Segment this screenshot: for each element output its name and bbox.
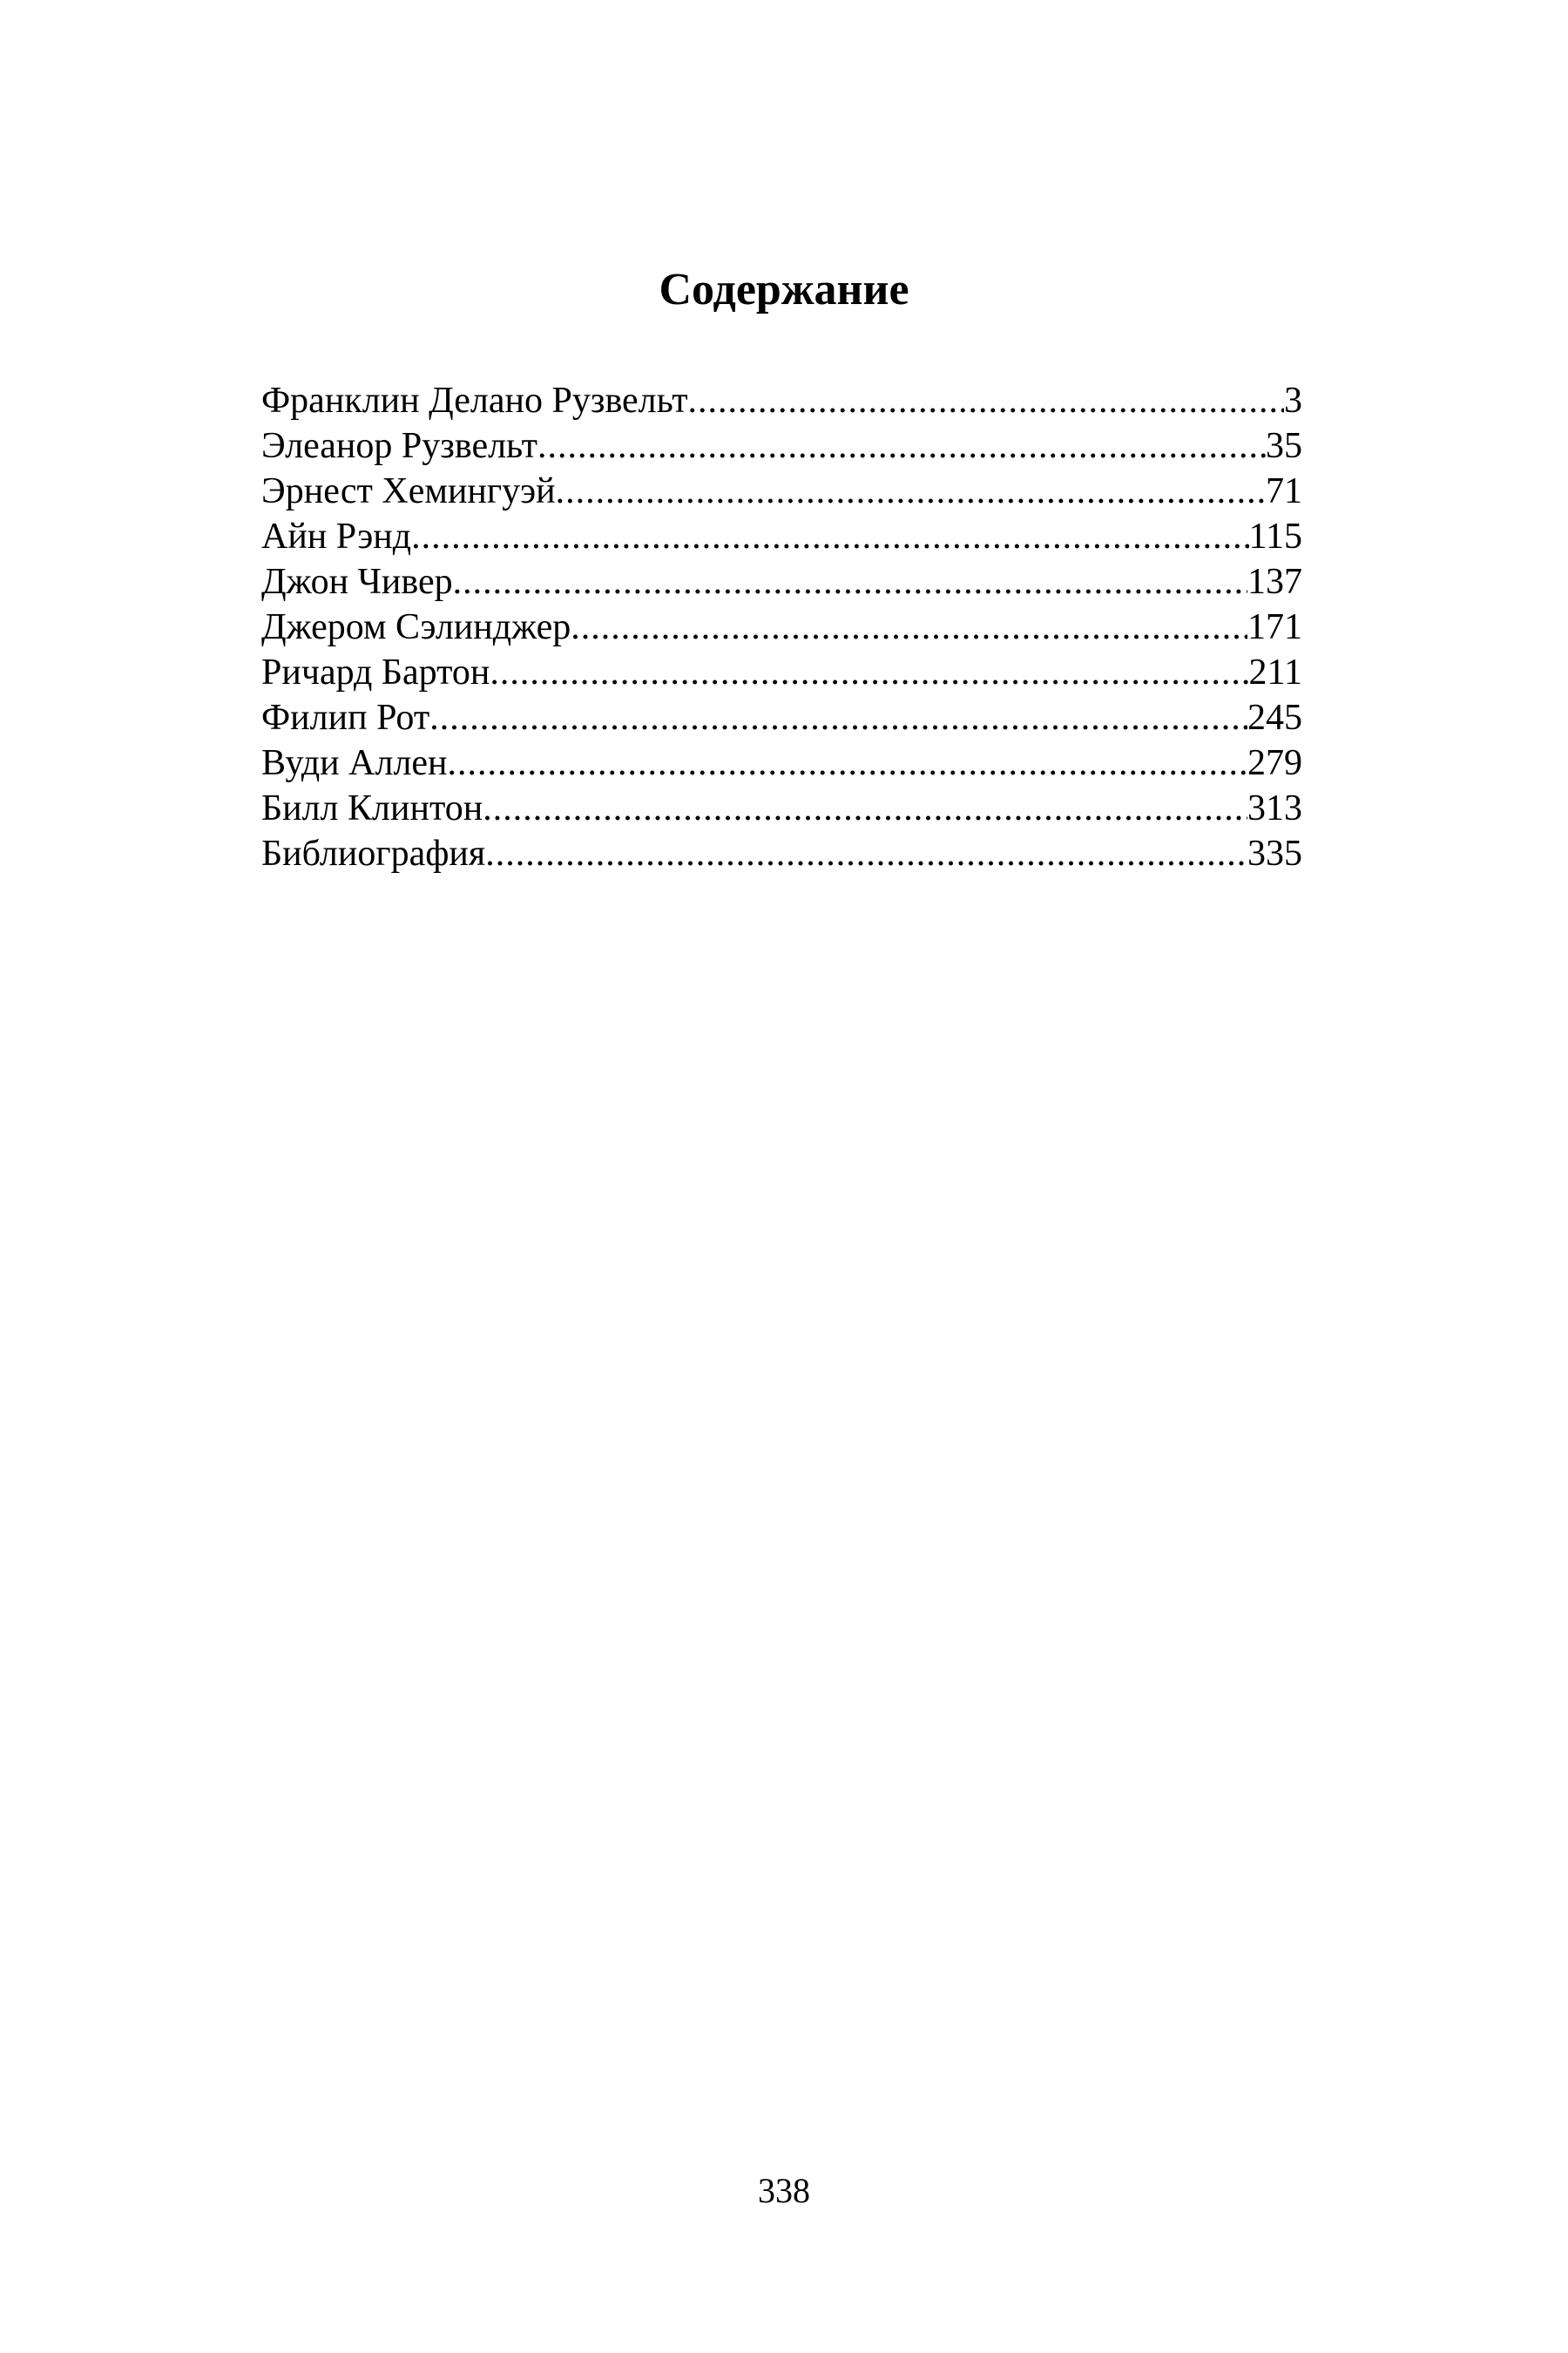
toc-entry-page: 3 bbox=[1284, 381, 1302, 421]
dot-leader bbox=[485, 831, 1247, 876]
page-number: 338 bbox=[758, 2171, 810, 2210]
dot-leader bbox=[448, 740, 1247, 786]
toc-entry-name: Билл Клинтон bbox=[261, 788, 483, 828]
toc-entry-page: 115 bbox=[1248, 517, 1302, 557]
dot-leader bbox=[537, 423, 1266, 469]
toc-entry-name: Филип Рот bbox=[261, 698, 430, 738]
toc-entry-page: 137 bbox=[1247, 562, 1302, 602]
toc-entry-name: Вуди Аллен bbox=[261, 743, 448, 783]
dot-leader bbox=[688, 378, 1284, 423]
toc-entry-page: 335 bbox=[1247, 834, 1302, 874]
toc-entry-page: 245 bbox=[1247, 698, 1302, 738]
toc-entry-page: 171 bbox=[1247, 607, 1302, 647]
toc-entry-page: 71 bbox=[1266, 471, 1302, 511]
toc-entry bbox=[261, 605, 1302, 650]
toc-entry-page: 313 bbox=[1247, 788, 1302, 828]
toc-entry bbox=[261, 650, 1302, 695]
toc-entry bbox=[261, 423, 1302, 469]
dot-leader bbox=[483, 786, 1247, 831]
toc-entry-page: 279 bbox=[1247, 743, 1302, 783]
toc-entry bbox=[261, 378, 1302, 423]
toc-entry bbox=[261, 695, 1302, 740]
dot-leader bbox=[490, 650, 1248, 695]
toc-entry-page: 35 bbox=[1266, 426, 1302, 466]
dot-leader bbox=[571, 605, 1247, 650]
toc-entry-name: Айн Рэнд bbox=[261, 517, 412, 557]
dot-leader bbox=[453, 559, 1247, 605]
toc-title: Содержание bbox=[659, 265, 909, 314]
toc-entry bbox=[261, 559, 1302, 605]
dot-leader bbox=[556, 469, 1266, 514]
toc-entry bbox=[261, 514, 1302, 559]
dot-leader bbox=[411, 514, 1248, 559]
toc-entry bbox=[261, 831, 1302, 876]
toc-entry bbox=[261, 469, 1302, 514]
toc-entry-name: Ричард Бартон bbox=[261, 652, 490, 693]
toc-entry-name: Элеанор Рузвельт bbox=[261, 426, 537, 466]
toc-entry bbox=[261, 740, 1302, 786]
toc-entry-name: Франклин Делано Рузвельт bbox=[261, 381, 688, 421]
toc-entry-name: Библиография bbox=[261, 834, 486, 874]
toc-entry-name: Эрнест Хемингуэй bbox=[261, 471, 556, 511]
dot-leader bbox=[429, 695, 1247, 740]
toc-entry-page: 211 bbox=[1248, 652, 1302, 693]
toc-entry bbox=[261, 786, 1302, 831]
toc-entry-name: Джон Чивер bbox=[261, 562, 453, 602]
toc-entry-name: Джером Сэлинджер bbox=[261, 607, 571, 647]
toc-list bbox=[261, 378, 1302, 876]
